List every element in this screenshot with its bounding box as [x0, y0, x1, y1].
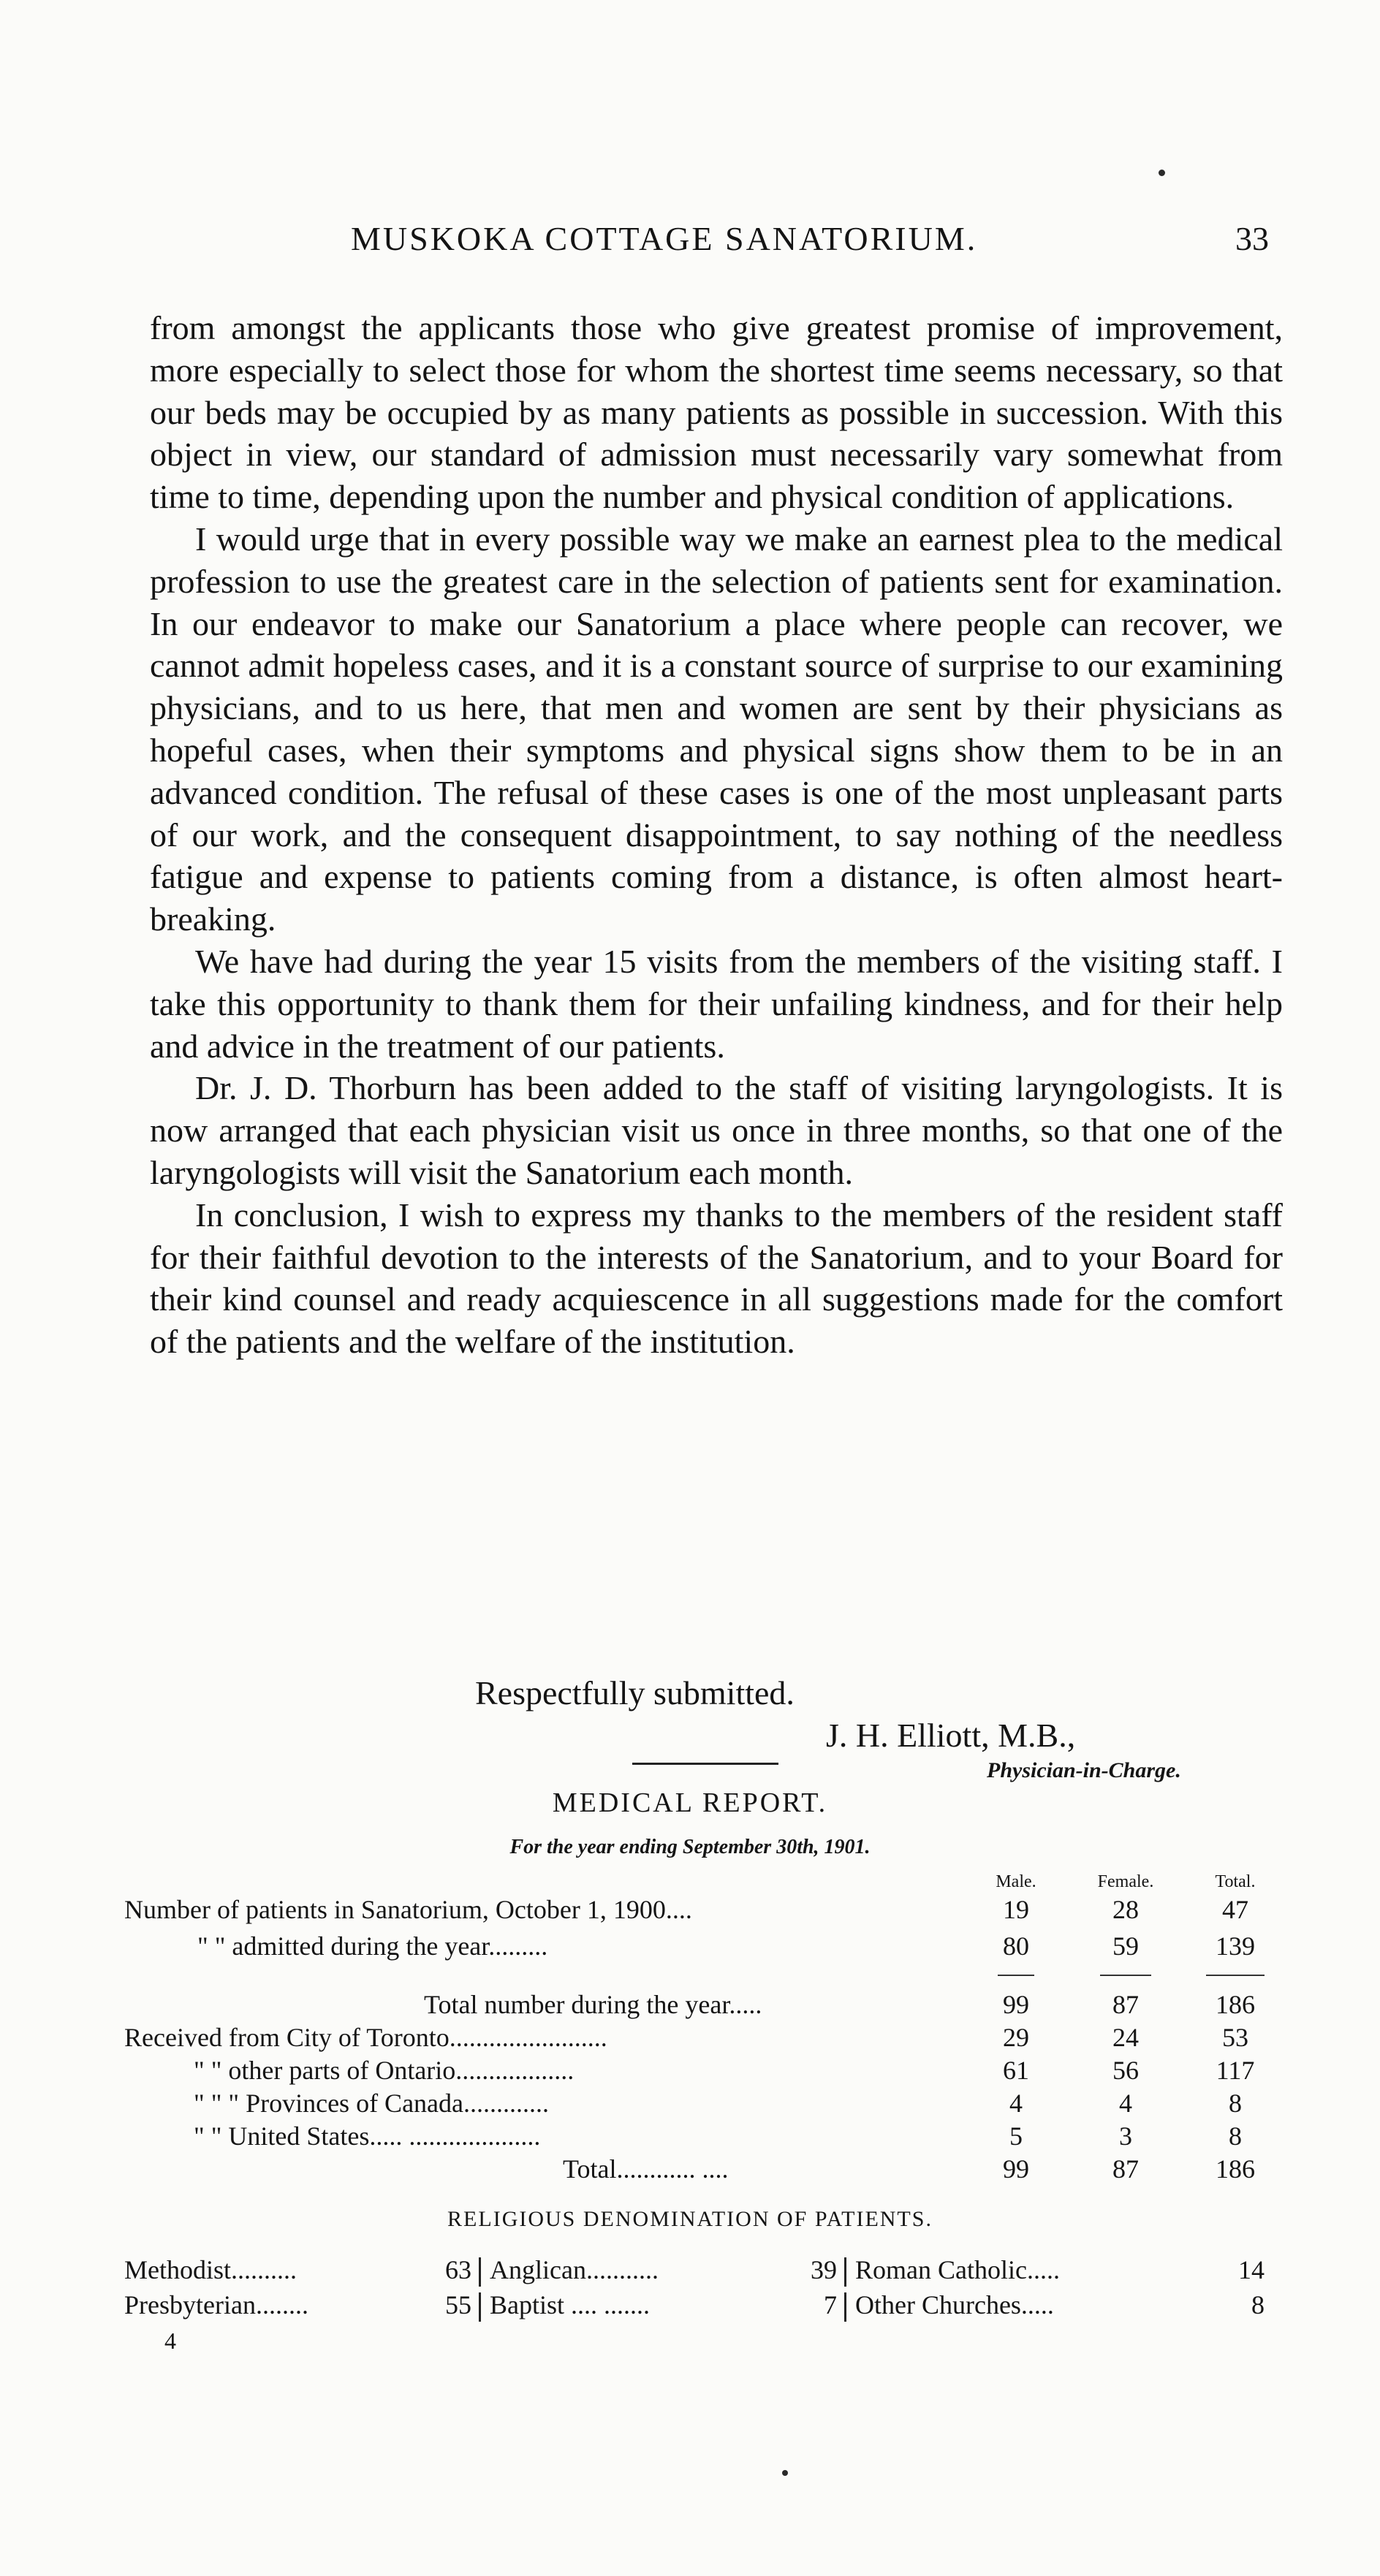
male-count: 99: [1003, 2154, 1029, 2184]
denomination-count: 14: [1238, 2255, 1265, 2284]
denomination-count: 55: [445, 2290, 471, 2319]
male-count: 80: [1003, 1931, 1029, 1961]
report-title: MEDICAL REPORT.: [552, 1787, 828, 1818]
sum-rule: [1206, 1975, 1265, 1976]
total-count: 53: [1222, 2023, 1248, 2052]
female-count: 87: [1112, 1990, 1139, 2019]
female-count: 56: [1112, 2056, 1139, 2085]
divider: [632, 1763, 778, 1765]
paragraph: In conclusion, I wish to express my thanks to the members of the resident staff for their faithful devotion to the interests of the Sanatorium, and to your Board for their kind counsel and ready acquiescence in all suggestions made for the comfort of the patients and the welfare of the institution.: [150, 1196, 1283, 1361]
denomination-count: 39: [811, 2255, 837, 2284]
female-count: 28: [1112, 1895, 1139, 1924]
table-row: [124, 2254, 1301, 2290]
table-row: [124, 1894, 1301, 1928]
male-count: 5: [1009, 2121, 1023, 2151]
denomination-name: Baptist .... .......: [490, 2290, 651, 2319]
male-count: 61: [1003, 2056, 1029, 2085]
denomination-name: Roman Catholic.....: [855, 2255, 1060, 2284]
stray-mark: [782, 2470, 788, 2476]
report-subtitle: For the year ending September 30th, 1901.: [509, 1836, 871, 1858]
total-count: 186: [1216, 1990, 1255, 2019]
female-count: 24: [1112, 2023, 1139, 2052]
religion-heading: RELIGIOUS DENOMINATION OF PATIENTS.: [447, 2207, 933, 2231]
total-count: 117: [1216, 2056, 1255, 2085]
female-count: 3: [1119, 2121, 1132, 2151]
paragraph: from amongst the applicants those who give greatest promise of improvement, more especially to select those for whom the shortest time seems necessary, so that our beds may be occupied by as many patients as possible in succession. With this object in view, our standard of admission must necessarily vary somewhat from time to time, depending upon the number and physical condition of applications.: [150, 309, 1283, 516]
paragraph: We have had during the year 15 visits from the members of the visiting staff. I take this opportunity to thank them for their unfailing kindness, and for their help and advice in the treatment of our patients.: [150, 942, 1283, 1065]
column-header-total: Total.: [1215, 1872, 1256, 1891]
female-count: 87: [1112, 2154, 1139, 2184]
row-label: Total number during the year.....: [424, 1990, 762, 2019]
denomination-count: 8: [1251, 2290, 1265, 2319]
table-row: [124, 2088, 1301, 2121]
table-row: [124, 2121, 1301, 2154]
running-head-title: MUSKOKA COTTAGE SANATORIUM.: [351, 220, 978, 257]
column-divider: [479, 2257, 481, 2287]
running-head: [0, 219, 1380, 263]
body-text: [150, 307, 1283, 1363]
row-label: " " admitted during the year.........: [197, 1931, 548, 1961]
female-count: 59: [1112, 1931, 1139, 1961]
denomination-name: Methodist..........: [124, 2255, 297, 2284]
page-number: 33: [1235, 220, 1269, 257]
column-header-male: Male.: [996, 1872, 1036, 1891]
male-count: 29: [1003, 2023, 1029, 2052]
row-label: " " United States..... ....................: [194, 2121, 541, 2151]
table-row: [124, 2055, 1301, 2089]
closing: Respectfully submitted.: [475, 1674, 795, 1711]
total-count: 8: [1229, 2089, 1242, 2118]
stray-mark: [1159, 170, 1165, 176]
sum-rule: [998, 1975, 1034, 1976]
total-count: 47: [1222, 1895, 1248, 1924]
denomination-count: 7: [824, 2290, 837, 2319]
column-divider: [844, 2257, 846, 2287]
table-row: [124, 1931, 1301, 1964]
signer-name: J. H. Elliott, M.B.,: [826, 1717, 1076, 1754]
denomination-name: Presbyterian........: [124, 2290, 308, 2319]
column-divider: [479, 2292, 481, 2322]
row-label: Number of patients in Sanatorium, October 1, 1900....: [124, 1895, 692, 1924]
row-label: Total............ ....: [563, 2154, 729, 2184]
total-count: 8: [1229, 2121, 1242, 2151]
sum-rule: [1100, 1975, 1151, 1976]
total-count: 186: [1216, 2154, 1255, 2184]
paragraph: I would urge that in every possible way we make an earnest plea to the medical profession to use the greatest care in the selection of patients sent for examination. In our endeavor to make our Sanatorium a place where people can recover, we cannot admit hopeless cases, and it is a constant source of surprise to our examining physicians, and to us here, that men and women are sent by their physicians as hopeful cases, when their symptoms and physical signs show them to be in an advanced condition. The refusal of these cases is one of the most unpleasant parts of our work, and the consequent disappointment, to say nothing of the needless fatigue and expense to patients coming from a distance, is often almost heart-breaking.: [150, 520, 1283, 938]
paragraph: Dr. J. D. Thorburn has been added to the staff of visiting laryngologists. It is now arranged that each physician visit us once in three months, so that one of the laryngologists will visit the Sanatorium each month.: [150, 1069, 1283, 1191]
male-count: 19: [1003, 1895, 1029, 1924]
denomination-name: Other Churches.....: [855, 2290, 1054, 2319]
female-count: 4: [1119, 2089, 1132, 2118]
signer-title: Physician-in-Charge.: [987, 1758, 1181, 1782]
column-header-female: Female.: [1097, 1872, 1154, 1891]
table-row: [124, 2154, 1301, 2187]
table-row: [124, 2290, 1301, 2325]
male-count: 4: [1009, 2089, 1023, 2118]
row-label: " " other parts of Ontario..................: [194, 2056, 575, 2085]
denomination-count: 63: [445, 2255, 471, 2284]
total-count: 139: [1216, 1931, 1255, 1961]
male-count: 99: [1003, 1990, 1029, 2019]
table-row: [124, 2022, 1301, 2056]
denomination-name: Anglican...........: [490, 2255, 659, 2284]
signature-mark: 4: [164, 2328, 176, 2354]
table-row: [124, 1989, 1301, 2023]
column-divider: [844, 2292, 846, 2322]
row-label: Received from City of Toronto........................: [124, 2023, 607, 2052]
row-label: " " " Provinces of Canada.............: [194, 2089, 549, 2118]
